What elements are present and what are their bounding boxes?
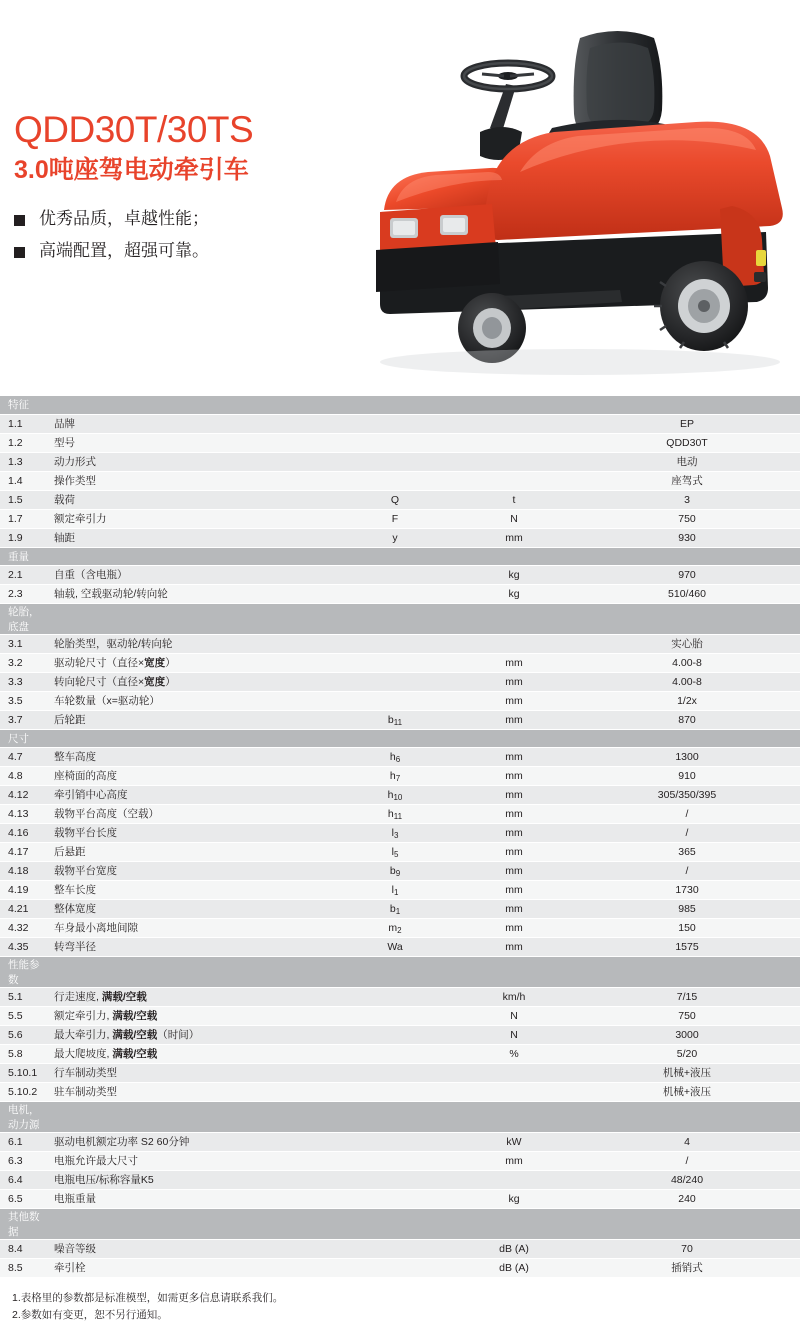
- row-number: 5.6: [0, 1025, 46, 1044]
- row-unit: kg: [454, 1189, 574, 1208]
- feature-bullet-list: [14, 208, 394, 262]
- row-value: 1730: [574, 880, 800, 899]
- row-label: 自重（含电瓶）: [46, 565, 336, 584]
- table-row: [0, 584, 800, 603]
- row-symbol: $h_{11}$: [336, 804, 454, 823]
- row-label: 操作类型: [46, 471, 336, 490]
- row-value: 座驾式: [574, 471, 800, 490]
- row-label: 轴载, 空载驱动轮/转向轮: [46, 584, 336, 603]
- row-value: /: [574, 804, 800, 823]
- row-unit: t: [454, 490, 574, 509]
- table-section-header: [0, 603, 800, 634]
- row-unit: N: [454, 1025, 574, 1044]
- row-value: 910: [574, 766, 800, 785]
- row-unit: mm: [454, 842, 574, 861]
- page-subtitle: 3.0吨座驾电动牵引车: [14, 156, 249, 184]
- row-value: 48/240: [574, 1170, 800, 1189]
- product-photo-tow-tractor: [340, 10, 800, 390]
- row-label: 驱动轮尺寸（直径×宽度）: [46, 653, 336, 672]
- row-label: 最大爬坡度, 满载/空载: [46, 1044, 336, 1063]
- table-row: [0, 490, 800, 509]
- row-number: 6.5: [0, 1189, 46, 1208]
- row-label: 后轮距: [46, 710, 336, 729]
- hero-banner: [0, 0, 800, 396]
- footnote-line: 2.参数如有变更，恕不另行通知。: [12, 1308, 168, 1321]
- row-unit: [454, 452, 574, 471]
- bullet-text: 高端配置，超强可靠。: [39, 241, 209, 260]
- row-symbol: [336, 1082, 454, 1101]
- row-unit: [454, 1082, 574, 1101]
- table-row: [0, 747, 800, 766]
- row-label: 行车制动类型: [46, 1063, 336, 1082]
- row-unit: [454, 433, 574, 452]
- row-value: 930: [574, 528, 800, 547]
- row-value: /: [574, 823, 800, 842]
- row-symbol: [336, 691, 454, 710]
- table-row: [0, 899, 800, 918]
- row-label: 驱动电机额定功率 S2 60分钟: [46, 1132, 336, 1151]
- row-label: 整车长度: [46, 880, 336, 899]
- row-symbol: [336, 1132, 454, 1151]
- row-unit: [454, 1063, 574, 1082]
- table-row: [0, 1063, 800, 1082]
- row-value: 电动: [574, 452, 800, 471]
- table-row: [0, 452, 800, 471]
- row-label: 行走速度, 满载/空载: [46, 987, 336, 1006]
- row-symbol: [336, 987, 454, 1006]
- row-unit: mm: [454, 899, 574, 918]
- row-unit: mm: [454, 766, 574, 785]
- row-label: 驻车制动类型: [46, 1082, 336, 1101]
- row-label: 噪音等级: [46, 1239, 336, 1258]
- table-row: [0, 804, 800, 823]
- row-label: 电瓶重量: [46, 1189, 336, 1208]
- row-value: 实心胎: [574, 634, 800, 653]
- row-number: 4.8: [0, 766, 46, 785]
- row-unit: [454, 471, 574, 490]
- square-bullet-icon: [14, 247, 25, 258]
- row-value: 机械+液压: [574, 1063, 800, 1082]
- row-number: 3.5: [0, 691, 46, 710]
- table-row: [0, 433, 800, 452]
- row-unit: mm: [454, 880, 574, 899]
- row-value: 150: [574, 918, 800, 937]
- table-row: [0, 710, 800, 729]
- table-row: [0, 1189, 800, 1208]
- row-number: 3.7: [0, 710, 46, 729]
- row-number: 4.21: [0, 899, 46, 918]
- row-number: 1.5: [0, 490, 46, 509]
- row-label: 电瓶允许最大尺寸: [46, 1151, 336, 1170]
- row-value: /: [574, 861, 800, 880]
- row-value: 240: [574, 1189, 800, 1208]
- hero-text-block: [14, 108, 394, 272]
- table-row: [0, 861, 800, 880]
- table-section-header: [0, 396, 800, 414]
- table-row: [0, 823, 800, 842]
- row-number: 4.16: [0, 823, 46, 842]
- table-body: [0, 396, 800, 1277]
- row-value: 365: [574, 842, 800, 861]
- table-row: [0, 1006, 800, 1025]
- row-symbol: [336, 414, 454, 433]
- row-number: 1.9: [0, 528, 46, 547]
- row-symbol: $b_9$: [336, 861, 454, 880]
- row-number: 6.4: [0, 1170, 46, 1189]
- table-row: [0, 691, 800, 710]
- row-symbol: [336, 1006, 454, 1025]
- table-row: [0, 471, 800, 490]
- list-item: [14, 240, 394, 262]
- table-row: [0, 1082, 800, 1101]
- row-unit: mm: [454, 528, 574, 547]
- row-unit: mm: [454, 937, 574, 956]
- row-unit: km/h: [454, 987, 574, 1006]
- row-number: 1.7: [0, 509, 46, 528]
- row-symbol: [336, 1170, 454, 1189]
- row-value: 870: [574, 710, 800, 729]
- table-row: [0, 766, 800, 785]
- section-title: 尺寸: [0, 729, 46, 747]
- row-symbol: Wa: [336, 937, 454, 956]
- row-label: 额定牵引力: [46, 509, 336, 528]
- row-value: 1575: [574, 937, 800, 956]
- row-number: 4.13: [0, 804, 46, 823]
- row-number: 3.2: [0, 653, 46, 672]
- row-symbol: $m_2$: [336, 918, 454, 937]
- row-symbol: [336, 1151, 454, 1170]
- table-row: [0, 653, 800, 672]
- row-symbol: [336, 471, 454, 490]
- row-unit: mm: [454, 710, 574, 729]
- row-symbol: $l_5$: [336, 842, 454, 861]
- table-row: [0, 842, 800, 861]
- row-symbol: [336, 672, 454, 691]
- row-value: 985: [574, 899, 800, 918]
- table-row: [0, 987, 800, 1006]
- row-symbol: $b_{11}$: [336, 710, 454, 729]
- table-row: [0, 1044, 800, 1063]
- row-value: 机械+液压: [574, 1082, 800, 1101]
- row-number: 4.35: [0, 937, 46, 956]
- row-value: 305/350/395: [574, 785, 800, 804]
- row-number: 4.18: [0, 861, 46, 880]
- row-symbol: Q: [336, 490, 454, 509]
- row-label: 轮胎类型，驱动轮/转向轮: [46, 634, 336, 653]
- row-unit: mm: [454, 747, 574, 766]
- row-label: 载物平台长度: [46, 823, 336, 842]
- row-label: 型号: [46, 433, 336, 452]
- row-symbol: [336, 452, 454, 471]
- table-row: [0, 1170, 800, 1189]
- row-label: 整体宽度: [46, 899, 336, 918]
- row-symbol: $h_7$: [336, 766, 454, 785]
- row-number: 8.4: [0, 1239, 46, 1258]
- row-unit: %: [454, 1044, 574, 1063]
- row-number: 3.3: [0, 672, 46, 691]
- row-symbol: $l_3$: [336, 823, 454, 842]
- row-label: 载物平台高度（空载）: [46, 804, 336, 823]
- row-symbol: [336, 1239, 454, 1258]
- row-number: 4.32: [0, 918, 46, 937]
- table-row: [0, 937, 800, 956]
- row-label: 牵引栓: [46, 1258, 336, 1277]
- row-number: 5.1: [0, 987, 46, 1006]
- row-number: 1.2: [0, 433, 46, 452]
- row-label: 座椅面的高度: [46, 766, 336, 785]
- row-symbol: y: [336, 528, 454, 547]
- table-section-header: [0, 1208, 800, 1239]
- row-value: 750: [574, 1006, 800, 1025]
- row-label: 动力形式: [46, 452, 336, 471]
- row-value: 70: [574, 1239, 800, 1258]
- row-unit: mm: [454, 653, 574, 672]
- row-value: EP: [574, 414, 800, 433]
- row-unit: mm: [454, 691, 574, 710]
- table-row: [0, 565, 800, 584]
- row-unit: N: [454, 1006, 574, 1025]
- row-unit: kg: [454, 565, 574, 584]
- row-symbol: [336, 1189, 454, 1208]
- row-label: 载荷: [46, 490, 336, 509]
- row-symbol: [336, 634, 454, 653]
- section-title: 其他数据: [0, 1208, 46, 1239]
- row-symbol: [336, 1063, 454, 1082]
- row-value: 750: [574, 509, 800, 528]
- footnote-line: 1.表格里的参数都是标准模型，如需更多信息请联系我们。: [12, 1291, 284, 1304]
- row-number: 3.1: [0, 634, 46, 653]
- section-title: 特征: [0, 396, 46, 414]
- row-label: 整车高度: [46, 747, 336, 766]
- row-number: 4.7: [0, 747, 46, 766]
- footnotes: [0, 1278, 800, 1324]
- row-label: 车身最小离地间隙: [46, 918, 336, 937]
- row-number: 1.1: [0, 414, 46, 433]
- table-row: [0, 528, 800, 547]
- row-unit: kW: [454, 1132, 574, 1151]
- row-number: 5.5: [0, 1006, 46, 1025]
- row-number: 6.1: [0, 1132, 46, 1151]
- row-label: 转向轮尺寸（直径×宽度）: [46, 672, 336, 691]
- row-label: 车轮数量（x=驱动轮）: [46, 691, 336, 710]
- table-row: [0, 918, 800, 937]
- square-bullet-icon: [14, 215, 25, 226]
- row-unit: mm: [454, 804, 574, 823]
- row-value: 1/2x: [574, 691, 800, 710]
- table-section-header: [0, 956, 800, 987]
- row-unit: mm: [454, 1151, 574, 1170]
- row-value: /: [574, 1151, 800, 1170]
- row-number: 2.1: [0, 565, 46, 584]
- table-section-header: [0, 1101, 800, 1132]
- row-value: 4: [574, 1132, 800, 1151]
- row-unit: mm: [454, 672, 574, 691]
- row-label: 载物平台宽度: [46, 861, 336, 880]
- row-label: 轴距: [46, 528, 336, 547]
- row-symbol: $h_6$: [336, 747, 454, 766]
- row-number: 4.19: [0, 880, 46, 899]
- table-row: [0, 509, 800, 528]
- row-value: 4.00-8: [574, 672, 800, 691]
- table-row: [0, 672, 800, 691]
- table-row: [0, 880, 800, 899]
- row-value: 7/15: [574, 987, 800, 1006]
- section-title: 电机，动力源: [0, 1101, 46, 1132]
- row-value: QDD30T: [574, 433, 800, 452]
- row-label: 牵引销中心高度: [46, 785, 336, 804]
- row-label: 电瓶电压/标称容量K5: [46, 1170, 336, 1189]
- row-number: 5.10.1: [0, 1063, 46, 1082]
- row-unit: mm: [454, 861, 574, 880]
- row-unit: dB (A): [454, 1239, 574, 1258]
- row-value: 4.00-8: [574, 653, 800, 672]
- row-number: 6.3: [0, 1151, 46, 1170]
- table-section-header: [0, 729, 800, 747]
- row-number: 5.8: [0, 1044, 46, 1063]
- row-number: 1.4: [0, 471, 46, 490]
- row-value: 3: [574, 490, 800, 509]
- row-unit: N: [454, 509, 574, 528]
- table-row: [0, 634, 800, 653]
- row-label: 最大牵引力, 满载/空载（时间）: [46, 1025, 336, 1044]
- table-row: [0, 785, 800, 804]
- row-number: 8.5: [0, 1258, 46, 1277]
- row-symbol: $h_{10}$: [336, 785, 454, 804]
- table-row: [0, 1258, 800, 1277]
- row-unit: mm: [454, 918, 574, 937]
- row-symbol: $b_1$: [336, 899, 454, 918]
- row-number: 5.10.2: [0, 1082, 46, 1101]
- row-symbol: [336, 1044, 454, 1063]
- row-unit: mm: [454, 823, 574, 842]
- row-symbol: [336, 584, 454, 603]
- table-row: [0, 1132, 800, 1151]
- page-title: QDD30T/30TS: [14, 109, 254, 150]
- table-row: [0, 1151, 800, 1170]
- row-label: 品牌: [46, 414, 336, 433]
- row-number: 1.3: [0, 452, 46, 471]
- row-symbol: [336, 565, 454, 584]
- row-number: 4.12: [0, 785, 46, 804]
- section-title: 性能参数: [0, 956, 46, 987]
- row-symbol: [336, 1258, 454, 1277]
- section-title: 重量: [0, 547, 46, 565]
- row-number: 2.3: [0, 584, 46, 603]
- row-label: 额定牵引力, 满载/空载: [46, 1006, 336, 1025]
- table-row: [0, 1239, 800, 1258]
- row-unit: dB (A): [454, 1258, 574, 1277]
- row-number: 4.17: [0, 842, 46, 861]
- row-symbol: [336, 1025, 454, 1044]
- table-row: [0, 414, 800, 433]
- specification-table: [0, 396, 800, 1278]
- table-section-header: [0, 547, 800, 565]
- row-label: 转弯半径: [46, 937, 336, 956]
- row-value: 3000: [574, 1025, 800, 1044]
- row-unit: kg: [454, 584, 574, 603]
- section-title: 轮胎，底盘: [0, 603, 46, 634]
- row-value: 510/460: [574, 584, 800, 603]
- row-value: 5/20: [574, 1044, 800, 1063]
- row-unit: [454, 634, 574, 653]
- row-value: 插销式: [574, 1258, 800, 1277]
- row-symbol: F: [336, 509, 454, 528]
- bullet-text: 优秀品质，卓越性能；: [39, 209, 209, 228]
- list-item: [14, 208, 394, 230]
- row-unit: [454, 1170, 574, 1189]
- row-value: 970: [574, 565, 800, 584]
- row-symbol: [336, 433, 454, 452]
- row-symbol: [336, 653, 454, 672]
- row-unit: [454, 414, 574, 433]
- row-value: 1300: [574, 747, 800, 766]
- row-symbol: $l_1$: [336, 880, 454, 899]
- row-label: 后悬距: [46, 842, 336, 861]
- row-unit: mm: [454, 785, 574, 804]
- table-row: [0, 1025, 800, 1044]
